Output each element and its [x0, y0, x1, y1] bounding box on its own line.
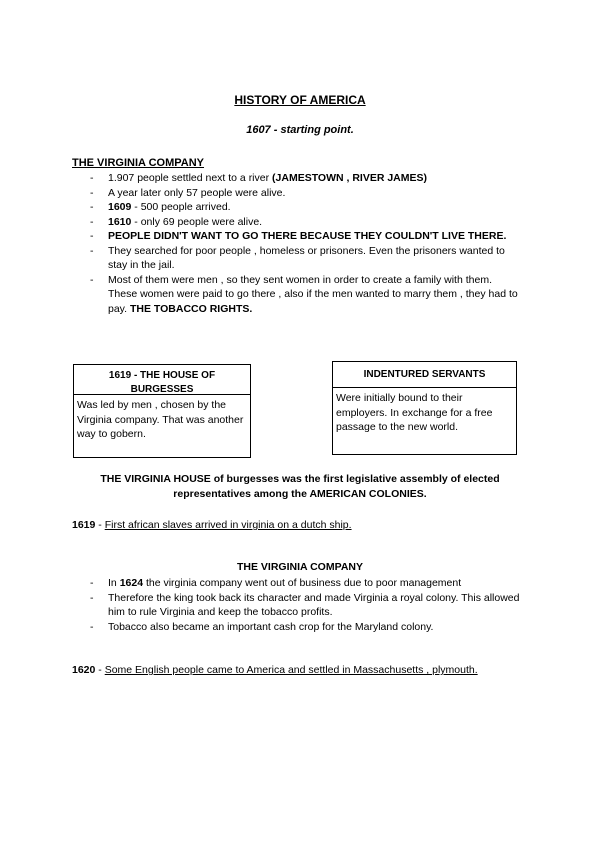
- section-heading-virginia-company-2: THE VIRGINIA COMPANY: [236, 561, 363, 573]
- burgesses-box-body: Was led by men , chosen by the Virginia company. That was another way to gobern.: [77, 399, 244, 440]
- section-heading-virginia-company: THE VIRGINIA COMPANY: [72, 157, 205, 169]
- event-1619: 1619 - First african slaves arrived in virginia on a dutch ship.: [72, 519, 352, 531]
- list-item: - In 1624 the virginia company went out of business due to poor management: [90, 576, 520, 591]
- event-text: First african slaves arrived in virginia on a dutch ship.: [104, 519, 352, 531]
- indentured-servants-box: [332, 361, 517, 455]
- list-item: - 1610 - only 69 people were alive.: [90, 215, 520, 230]
- list-item: - 1.907 people settled next to a river (JAMESTOWN , RIVER JAMES): [90, 171, 520, 186]
- event-1620: 1620 - Some English people came to America and settled in Massachusetts , plymouth.: [72, 664, 478, 676]
- list-item: - They searched for poor people , homeless or prisoners. Even the prisoners wanted to stay in the jail.: [90, 244, 520, 273]
- virginia-company-list: [90, 171, 520, 316]
- list-item: - 1609 - 500 people arrived.: [90, 200, 520, 215]
- list-item: - Therefore the king took back its character and made Virginia a royal colony. This allowed him to rule Virginia and keep the tobacco profits.: [90, 591, 520, 620]
- list-item: - PEOPLE DIDN'T WANT TO GO THERE BECAUSE THEY COULDN'T LIVE THERE.: [90, 229, 520, 244]
- document-subtitle: 1607 - starting point.: [246, 124, 354, 136]
- event-year: 1620: [72, 664, 96, 676]
- virginia-company-list-2: [90, 576, 520, 634]
- burgesses-box-header: 1619 - THE HOUSE OF BURGESSES: [74, 365, 250, 395]
- burgesses-box: [73, 364, 251, 458]
- list-item: - Most of them were men , so they sent women in order to create a family with them. These women were paid to go there , also if the men wanted to marry them , they had to pay. THE TOBACCO RIGHTS.: [90, 273, 520, 317]
- indentured-servants-box-header: INDENTURED SERVANTS: [333, 362, 516, 388]
- list-item: - A year later only 57 people were alive.: [90, 186, 520, 201]
- event-text: Some English people came to America and settled in Massachusetts , plymouth.: [104, 664, 478, 676]
- burgesses-paragraph: THE VIRGINIA HOUSE of burgesses was the first legislative assembly of elected representatives among the AMERICAN COLONIES.: [100, 473, 500, 500]
- event-year: 1619: [72, 519, 96, 531]
- list-item: - Tobacco also became an important cash crop for the Maryland colony.: [90, 620, 520, 635]
- document-title: HISTORY OF AMERICA: [234, 93, 366, 107]
- indentured-servants-box-body: Were initially bound to their employers. In exchange for a free passage to the new world.: [336, 392, 493, 433]
